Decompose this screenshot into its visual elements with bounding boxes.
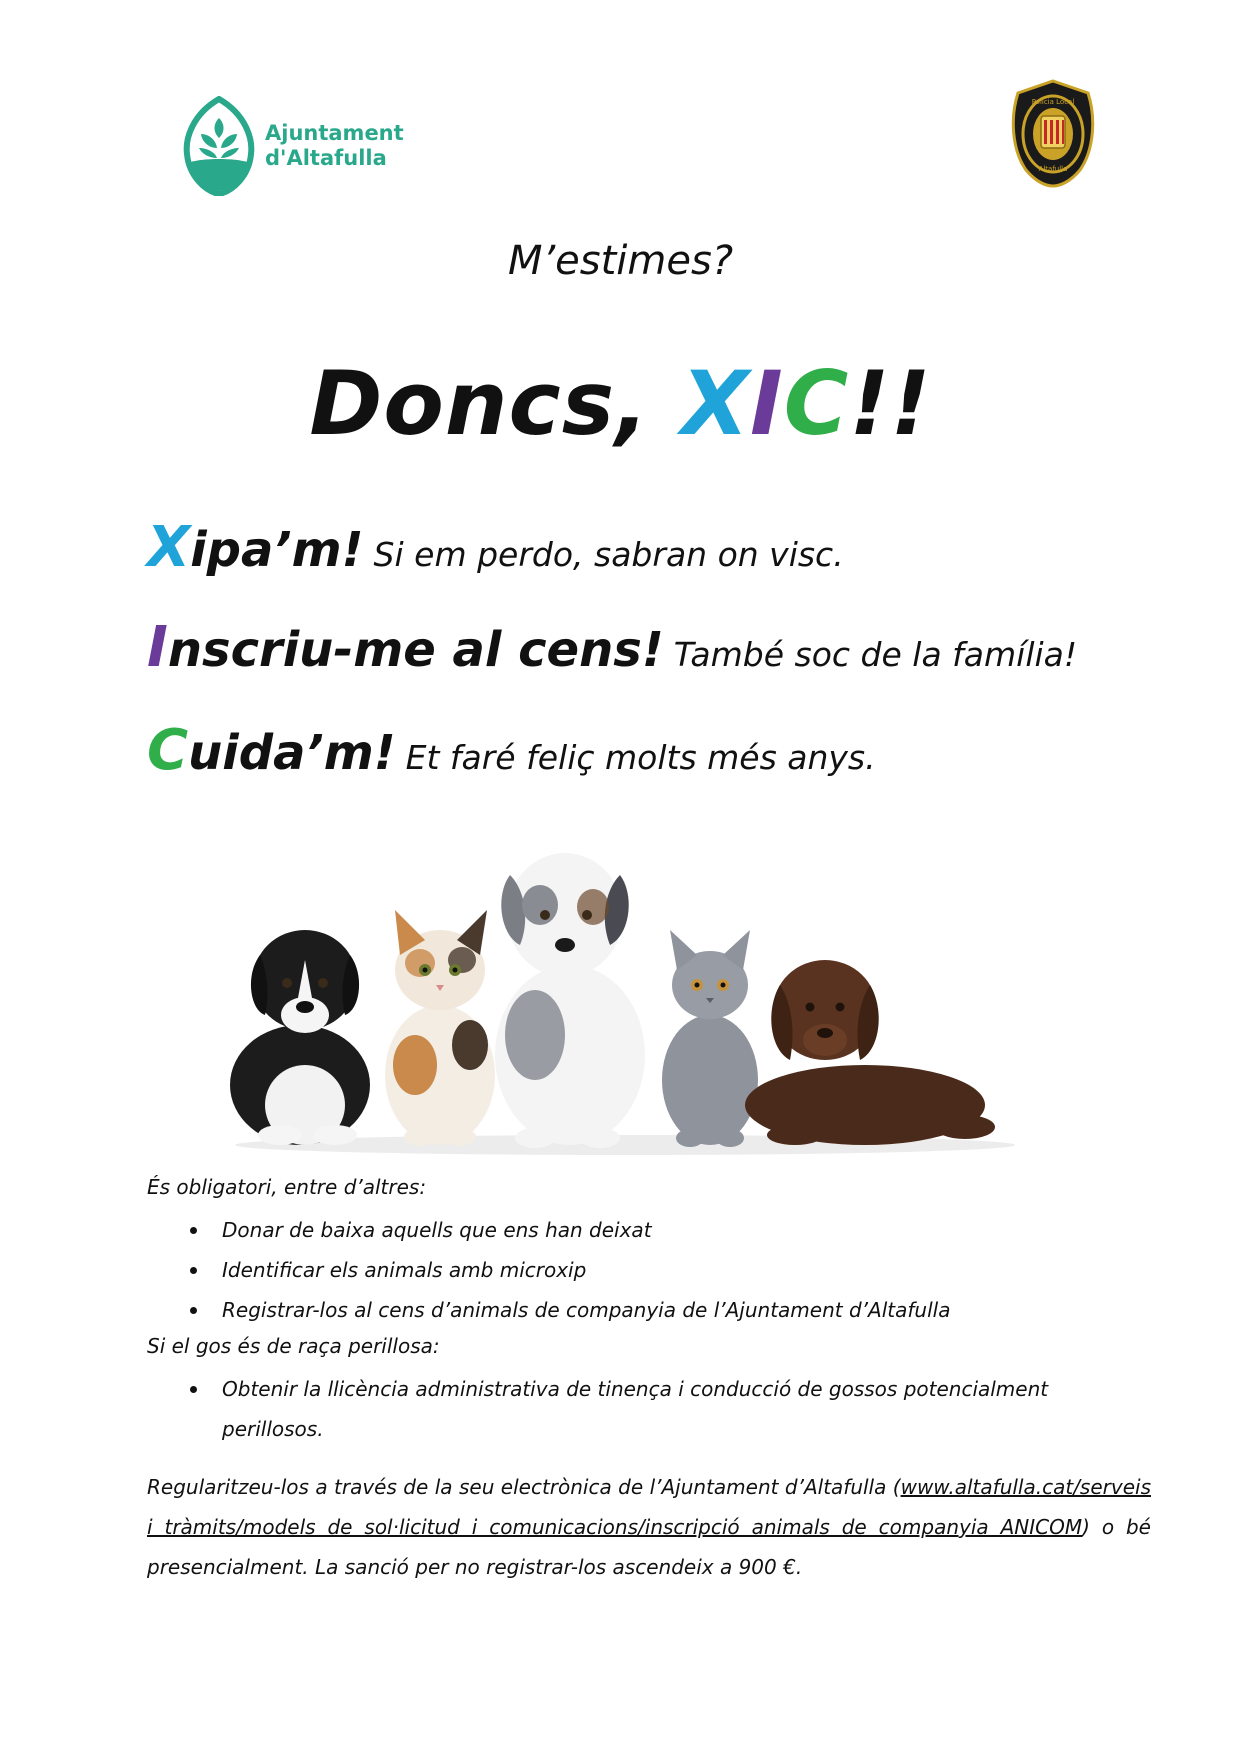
brown-labrador-puppy-icon [745, 960, 995, 1145]
list-item: Identificar els animals amb microxip [147, 1250, 1151, 1290]
headline-title [0, 352, 1241, 455]
xic-initial-x: X [147, 515, 191, 580]
xic-initial-i: I [147, 615, 168, 680]
pets-illustration [225, 835, 1025, 1155]
title-letter-i: I [750, 352, 784, 455]
list-item: Obtenir la llicència administrativa de tinença i conducció de gossos potencialment perillosos. [147, 1369, 1151, 1449]
xic-lead-text: uida’m! [188, 725, 396, 781]
xic-line-cuidam [147, 718, 876, 783]
australian-shepherd-puppy-icon [495, 853, 645, 1148]
xic-initial-c: C [147, 718, 189, 783]
ajuntament-logo [183, 96, 404, 196]
xic-line-xipam [147, 515, 844, 580]
ajuntament-logo-text [265, 121, 404, 171]
police-badge-icon [1008, 78, 1098, 188]
closing-text-before: Regularitzeu-los a través de la seu electrònica de l’Ajuntament d’Altafulla ( [147, 1475, 901, 1499]
title-letter-c: C [783, 352, 850, 455]
xic-lead-text: nscriu-me al cens! [167, 622, 664, 678]
xic-lead-text: ipa’m! [190, 522, 364, 578]
police-badge-top-text: Policia Local [1031, 98, 1075, 106]
ajuntament-logo-line2: d'Altafulla [265, 146, 387, 170]
obligations-intro: És obligatori, entre d’altres: [147, 1175, 427, 1199]
headline-question: M’estimes? [507, 238, 734, 284]
list-item: Registrar-los al cens d’animals de companyia de l’Ajuntament d’Altafulla [147, 1290, 1151, 1330]
ajuntament-logo-line1: Ajuntament [265, 121, 404, 145]
xic-line-lead [147, 615, 664, 680]
dangerous-breed-list [147, 1369, 1151, 1449]
xic-line-rest: Et faré feliç molts més anys. [405, 738, 876, 777]
obligations-list [147, 1210, 1151, 1330]
xic-line-inscriu [147, 615, 1077, 680]
dangerous-breed-intro: Si el gos és de raça perillosa: [147, 1334, 440, 1358]
ajuntament-shield-icon [183, 96, 255, 196]
police-badge-bottom-text: Altafulla [1038, 165, 1068, 173]
calico-kitten-icon [385, 910, 495, 1146]
xic-line-rest: Si em perdo, sabran on visc. [373, 535, 844, 574]
title-letter-x: X [681, 352, 750, 455]
title-suffix: !! [849, 352, 932, 455]
xic-line-lead [147, 515, 364, 580]
xic-line-rest: També soc de la família! [673, 635, 1078, 674]
black-white-puppy-icon [230, 930, 370, 1145]
closing-text-after: ) o bé presencialment. La sanció per no registrar-los ascendeix a 900 €. [147, 1515, 1151, 1579]
anicom-link[interactable]: www.altafulla.cat/serveis i tràmits/models de sol·licitud i comunicacions/inscripció animals de companyia ANICOM [147, 1475, 1151, 1539]
grey-kitten-icon [662, 930, 758, 1147]
list-item: Donar de baixa aquells que ens han deixat [147, 1210, 1151, 1250]
xic-line-lead [147, 718, 396, 783]
closing-paragraph [147, 1467, 1151, 1587]
title-prefix: Doncs, [309, 352, 682, 455]
policia-local-badge [1008, 78, 1098, 188]
